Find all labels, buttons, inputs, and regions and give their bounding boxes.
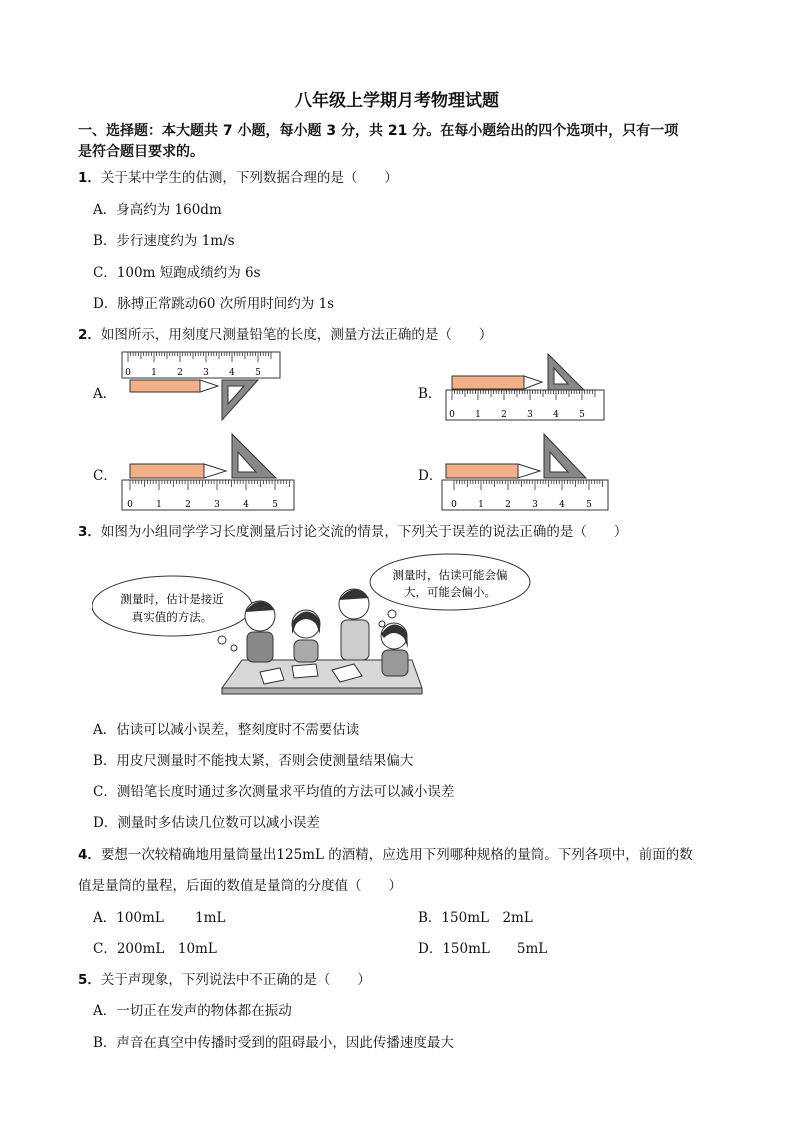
- tick-label: 1: [156, 500, 162, 510]
- q1-option-b[interactable]: B．步行速度约为 1m/s: [93, 233, 235, 249]
- q2-option-a[interactable]: A．: [93, 386, 117, 402]
- tick-label: 1: [151, 368, 157, 378]
- q3-option-c[interactable]: C．测铅笔长度时通过多次测量求平均值的方法可以减小误差: [93, 784, 455, 800]
- tick-label: 3: [532, 500, 538, 510]
- section-heading: 一、选择题：本大题共 7 小题，每小题 3 分，共 21 分。在每小题给出的四个选项中，只有一项: [78, 123, 679, 139]
- section-heading-cont: 是符合题目要求的。: [78, 144, 204, 160]
- pencil-tip: [200, 380, 218, 392]
- tick-label: 2: [501, 410, 507, 420]
- student-4: [381, 623, 408, 676]
- question-3: [78, 520, 627, 540]
- tick-label: 0: [449, 410, 455, 420]
- tick-label: 4: [243, 500, 249, 510]
- q2-option-c[interactable]: C．: [93, 468, 117, 484]
- tick-label: 1: [475, 410, 481, 420]
- q2-option-d[interactable]: D．: [418, 468, 443, 484]
- q3-option-d[interactable]: D．测量时多估读几位数可以减小误差: [93, 815, 320, 831]
- bubble-dot: [379, 621, 385, 627]
- discussion-illustration: [92, 548, 532, 696]
- tick-label: 0: [451, 500, 457, 510]
- ruler-diagram-d: [440, 432, 612, 512]
- question-text: 关于声现象，下列说法中不正确的是（ ）: [100, 972, 371, 988]
- tick-label: 5: [579, 410, 585, 420]
- bubble-left-line2: 真实值的方法。: [131, 610, 213, 624]
- bubble-dot: [231, 645, 237, 651]
- bubble-right-line1: 测量时，估读可能会偏: [392, 568, 508, 582]
- ruler: [122, 480, 294, 510]
- question-1: [78, 166, 398, 186]
- question-5: [78, 968, 371, 988]
- q5-option-b[interactable]: B．声音在真空中传播时受到的阻碍最小，因此传播速度最大: [93, 1035, 454, 1051]
- bubble-dot: [218, 636, 226, 644]
- student-2: [292, 610, 320, 662]
- pencil-tip: [518, 464, 540, 478]
- question-4-cont: 值是量筒的量程，后面的数值是量筒的分度值（ ）: [78, 878, 402, 894]
- q4-option-c[interactable]: C．200mL 10mL: [93, 941, 217, 957]
- question-text: 要想一次较精确地用量筒量出125mL 的酒精，应选用下列哪种规格的量筒。下列各项中，前面的数: [100, 847, 693, 863]
- pencil-tip: [524, 376, 542, 389]
- tick-label: 5: [272, 500, 278, 510]
- q1-option-d[interactable]: D．脉搏正常跳动60 次所用时间约为 1s: [93, 296, 335, 312]
- tick-label: 2: [185, 500, 191, 510]
- tick-label: 3: [203, 368, 209, 378]
- question-number: 5．: [78, 972, 101, 988]
- tick-label: 3: [214, 500, 220, 510]
- speech-bubble-right: [370, 554, 530, 610]
- question-number: 3．: [78, 524, 101, 540]
- q3-option-b[interactable]: B．用皮尺测量时不能拽太紧，否则会使测量结果偏大: [93, 753, 414, 769]
- question-number: 2．: [78, 327, 101, 343]
- question-text: 如图为小组同学学习长度测量后讨论交流的情景，下列关于误差的说法正确的是（ ）: [100, 524, 628, 540]
- tick-label: 1: [478, 500, 484, 510]
- student-3: [339, 589, 369, 660]
- speech-bubble-left: [92, 576, 252, 636]
- q1-option-c[interactable]: C．100m 短跑成绩约为 6s: [93, 265, 261, 281]
- table-edge: [222, 688, 422, 694]
- question-number: 1．: [78, 170, 101, 186]
- question-number: 4．: [78, 847, 101, 863]
- tick-label: 0: [127, 500, 133, 510]
- triangle-ruler: [548, 354, 584, 390]
- tick-label: 2: [505, 500, 511, 510]
- q4-option-a[interactable]: A．100mL 1mL: [93, 910, 226, 926]
- bubble-right-line2: 大，可能会偏小。: [404, 585, 496, 599]
- tick-label: 5: [255, 368, 261, 378]
- tick-label: 4: [229, 368, 235, 378]
- tick-label: 0: [125, 368, 131, 378]
- q4-option-b[interactable]: B．150mL 2mL: [418, 910, 533, 926]
- ruler: [442, 480, 608, 510]
- q2-option-b[interactable]: B．: [418, 386, 442, 402]
- q5-option-a[interactable]: A．一切正在发声的物体都在振动: [93, 1003, 292, 1019]
- question-text: 如图所示，用刻度尺测量铅笔的长度，测量方法正确的是（ ）: [100, 327, 493, 343]
- tick-label: 3: [527, 410, 533, 420]
- tick-label: 2: [177, 368, 183, 378]
- tick-label: 4: [559, 500, 565, 510]
- q1-option-a[interactable]: A．身高约为 160dm: [93, 202, 222, 218]
- pencil: [446, 464, 518, 478]
- question-4: [78, 843, 693, 863]
- pencil: [130, 464, 204, 478]
- paper: [292, 664, 318, 678]
- q3-option-a[interactable]: A．估读可以减小误差，整刻度时不需要估读: [93, 722, 360, 738]
- student-1: [245, 601, 275, 662]
- tick-label: 5: [586, 500, 592, 510]
- ruler-diagram-b: [444, 350, 609, 422]
- page-title: 八年级上学期月考物理试题: [295, 91, 499, 111]
- bubble-left-line1: 测量时，估计是接近: [120, 592, 224, 606]
- pencil-tip: [204, 464, 226, 478]
- ruler-diagram-c: [118, 432, 298, 512]
- question-text: 关于某中学生的估测，下列数据合理的是（ ）: [100, 170, 398, 186]
- bubble-dot: [388, 610, 396, 618]
- pencil: [130, 380, 200, 392]
- tick-label: 4: [553, 410, 559, 420]
- q4-option-d[interactable]: D．150mL 5mL: [418, 941, 548, 957]
- question-2: [78, 323, 492, 343]
- pencil: [452, 376, 524, 389]
- ruler-diagram-a: [118, 350, 288, 422]
